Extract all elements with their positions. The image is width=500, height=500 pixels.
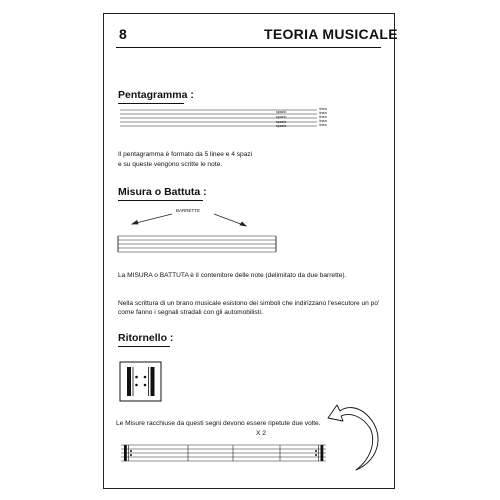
section-title-pentagramma: Pentagramma : [118,89,194,101]
line-label: linea [319,107,327,111]
document-page [103,13,398,489]
repeat-count: X 2 [256,430,266,437]
line-label: linea [319,111,327,115]
barrette-label: BARRETTE [176,208,201,213]
line-label: linea [319,115,327,119]
space-label: spazio [276,124,287,129]
space-label: spazio [276,114,287,119]
line-label: linea [319,119,327,123]
misura-description: La MISURA o BATTUTA è il contenitore delle note (delimitato da due barrette). [118,272,347,279]
misura-paragraph-2: come fanno i segnali stradali con gli automobilisti. [118,309,263,316]
line-label: linea [319,123,327,127]
space-label: spazio [276,119,287,124]
pentagramma-description-2: e su queste vengono scritte le note. [118,161,223,168]
curved-arrow-icon [104,14,394,488]
pentagramma-description-1: Il pentagramma è formato da 5 linee e 4 spazi [118,151,253,158]
ritornello-caption: Le Misure racchiuse da questi segni devono essere ripetute due volte. [116,420,321,427]
page-title: TEORIA MUSICALE [264,26,398,42]
section-title-misura: Misura o Battuta : [118,186,207,198]
section-title-ritornello: Ritornello : [118,332,174,344]
page-number: 8 [119,26,127,42]
space-label: spazio [276,110,287,114]
misura-paragraph-1: Nella scrittura di un brano musicale esistono dei simboli che indirizzano l'esecutore un po' [118,300,380,307]
